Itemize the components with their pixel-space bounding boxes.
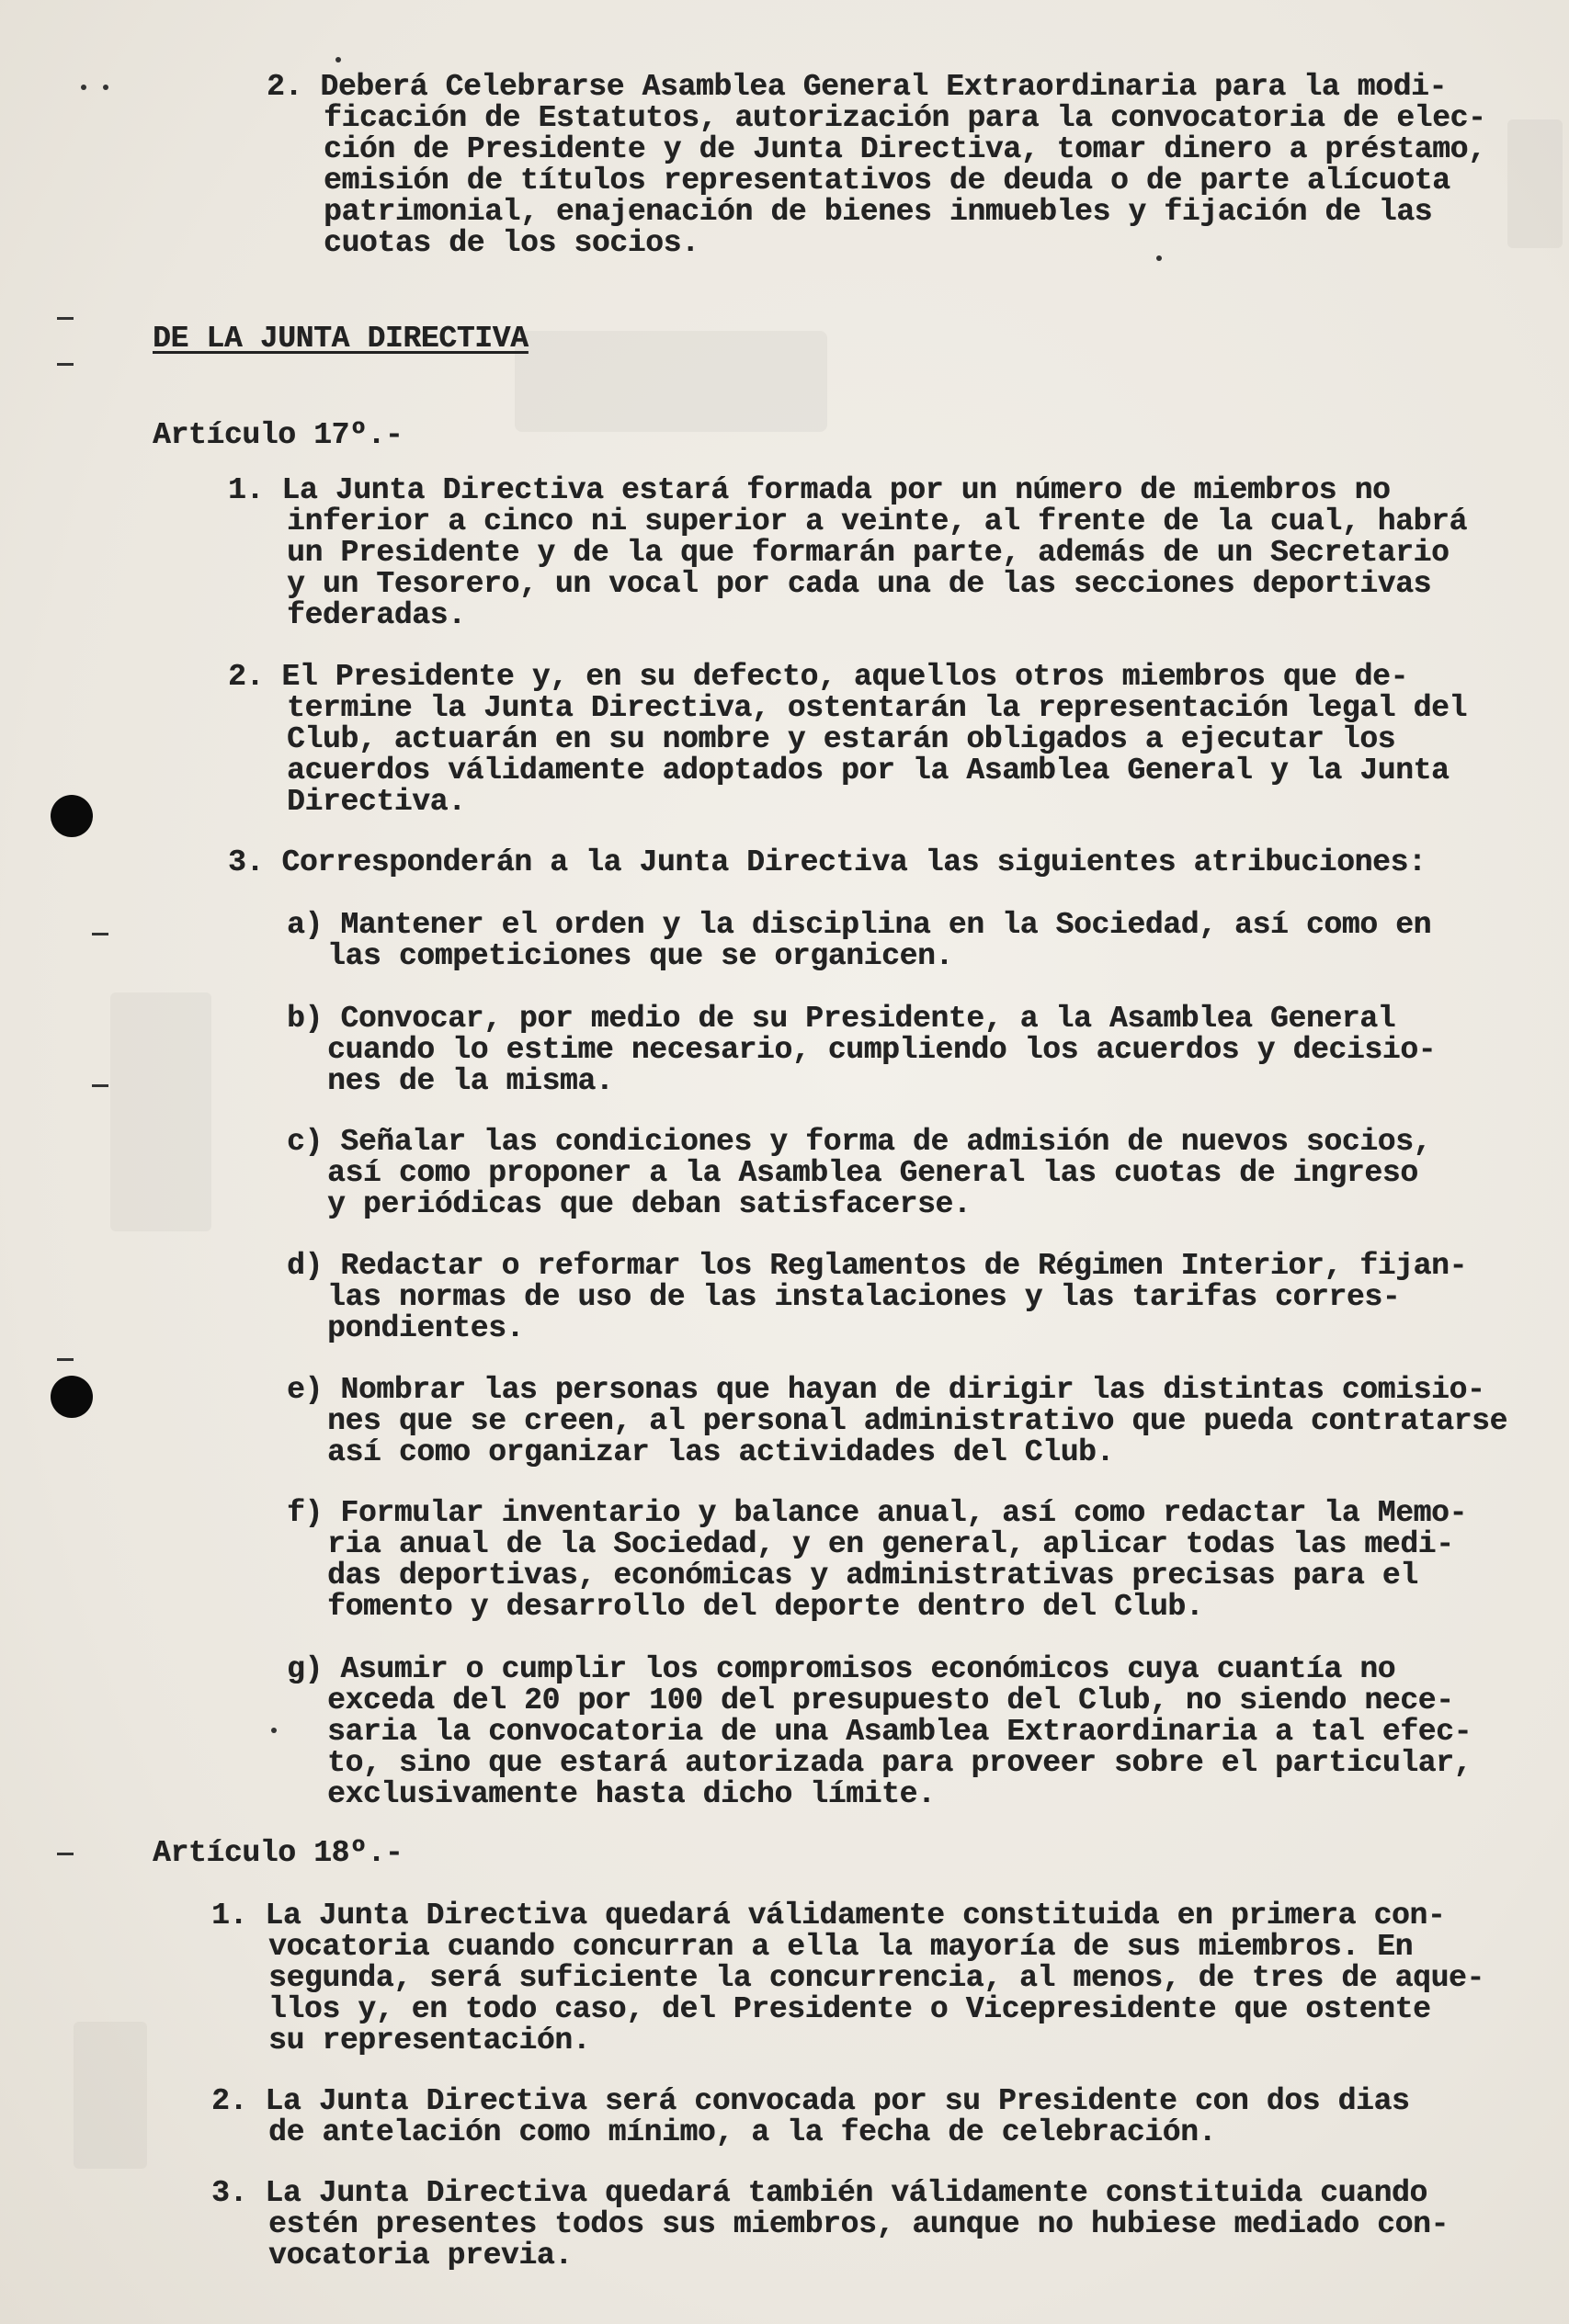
item-g-line-2: exceda del 20 por 100 del presupuesto del Club, no siendo nece-: [327, 1683, 1454, 1717]
item-b-line-3: nes de la misma.: [327, 1064, 614, 1098]
bleed-through-smudge: [515, 331, 827, 432]
margin-speck: [335, 57, 341, 62]
art17-p1-line-2: inferior a cinco ni superior a veinte, al frente de la cual, habrá: [287, 504, 1467, 538]
item-c-line-1: c) Señalar las condiciones y forma de admisión de nuevos socios,: [287, 1125, 1432, 1159]
art17-p2-line-1: 2. El Presidente y, en su defecto, aquellos otros miembros que de-: [228, 660, 1408, 694]
punch-hole: [51, 1376, 93, 1418]
art17-p1-line-4: y un Tesorero, un vocal por cada una de las secciones deportivas: [287, 567, 1432, 601]
item-e-line-2: nes que se creen, al personal administrativo que pueda contratarse: [327, 1404, 1507, 1438]
art18-p2-line-2: de antelación como mínimo, a la fecha de celebración.: [268, 2115, 1217, 2149]
art17-p2-line-4: acuerdos válidamente adoptados por la Asamblea General y la Junta: [287, 754, 1450, 788]
margin-dash: [57, 1358, 74, 1361]
art17-p1-line-5: federadas.: [287, 598, 466, 632]
punch-hole: [51, 795, 93, 837]
para-2-line-5: patrimonial, enajenación de bienes inmuebles y fijación de las: [324, 195, 1433, 229]
margin-dash: [57, 363, 74, 366]
item-c-line-3: y periódicas que deban satisfacerse.: [327, 1187, 972, 1221]
art17-p2-line-5: Directiva.: [287, 785, 466, 819]
item-g-line-1: g) Asumir o cumplir los compromisos económicos cuya cuantía no: [287, 1652, 1396, 1686]
para-2-line-1: 2. Deberá Celebrarse Asamblea General Extraordinaria para la modi-: [267, 70, 1447, 104]
item-g-line-5: exclusivamente hasta dicho límite.: [327, 1777, 936, 1811]
item-e-line-1: e) Nombrar las personas que hayan de dirigir las distintas comisio-: [287, 1373, 1485, 1407]
item-c-line-2: así como proponer a la Asamblea General las cuotas de ingreso: [327, 1156, 1418, 1190]
art18-p1-line-5: su representación.: [268, 2024, 591, 2058]
item-f-line-1: f) Formular inventario y balance anual, así como redactar la Memo-: [287, 1496, 1467, 1530]
item-f-line-4: fomento y desarrollo del deporte dentro del Club.: [327, 1590, 1204, 1624]
section-heading: DE LA JUNTA DIRECTIVA: [153, 322, 529, 356]
item-g-line-3: saria la convocatoria de una Asamblea Extraordinaria a tal efec-: [327, 1715, 1472, 1749]
item-g-line-4: to, sino que estará autorizada para proveer sobre el particular,: [327, 1746, 1472, 1780]
art18-p3-line-3: vocatoria previa.: [268, 2239, 573, 2273]
para-2-line-2: ficación de Estatutos, autorización para la convocatoria de elec-: [324, 101, 1486, 135]
para-2-line-6: cuotas de los socios.: [324, 226, 699, 260]
para-2-line-3: ción de Presidente y de Junta Directiva, tomar dinero a préstamo,: [324, 132, 1486, 166]
margin-dash: [92, 1084, 108, 1087]
art18-p2-line-1: 2. La Junta Directiva será convocada por su Presidente con dos dias: [211, 2084, 1410, 2118]
art18-p1-line-1: 1. La Junta Directiva quedará válidamente constituida en primera con-: [211, 1899, 1446, 1933]
bleed-through-smudge: [1507, 119, 1563, 248]
item-d-line-1: d) Redactar o reformar los Reglamentos de Régimen Interior, fijan-: [287, 1249, 1467, 1283]
article-18-title: Artículo 18º.-: [153, 1836, 404, 1870]
item-b-line-2: cuando lo estime necesario, cumpliendo los acuerdos y decisio-: [327, 1033, 1437, 1067]
margin-speck: [271, 1728, 277, 1733]
article-17-title: Artículo 17º.-: [153, 418, 404, 452]
margin-dash: [92, 933, 108, 935]
margin-speck: [81, 85, 86, 90]
art18-p3-line-2: estén presentes todos sus miembros, aunque no hubiese mediado con-: [268, 2207, 1449, 2241]
item-a-line-2: las competiciones que se organicen.: [327, 939, 953, 973]
item-e-line-3: así como organizar las actividades del Club.: [327, 1435, 1114, 1469]
bleed-through-smudge: [74, 2022, 147, 2169]
margin-speck: [1156, 255, 1162, 261]
art17-p3-line-1: 3. Corresponderán a la Junta Directiva las siguientes atribuciones:: [228, 845, 1427, 879]
art18-p1-line-2: vocatoria cuando concurran a ella la mayoría de sus miembros. En: [268, 1930, 1414, 1964]
art18-p1-line-4: llos y, en todo caso, del Presidente o Vicepresidente que ostente: [268, 1992, 1431, 2026]
margin-speck: [103, 85, 108, 90]
art17-p2-line-2: termine la Junta Directiva, ostentarán la representación legal del: [287, 691, 1467, 725]
item-d-line-3: pondientes.: [327, 1311, 524, 1345]
item-a-line-1: a) Mantener el orden y la disciplina en la Sociedad, así como en: [287, 908, 1432, 942]
margin-dash: [57, 317, 74, 320]
item-f-line-3: das deportivas, económicas y administrativas precisas para el: [327, 1559, 1418, 1593]
para-2-line-4: emisión de títulos representativos de deuda o de parte alícuota: [324, 164, 1450, 198]
art18-p1-line-3: segunda, será suficiente la concurrencia, al menos, de tres de aque-: [268, 1961, 1484, 1995]
bleed-through-smudge: [110, 992, 211, 1231]
art17-p2-line-3: Club, actuarán en su nombre y estarán obligados a ejecutar los: [287, 722, 1396, 756]
margin-dash: [57, 1853, 74, 1855]
item-f-line-2: ria anual de la Sociedad, y en general, aplicar todas las medi-: [327, 1527, 1454, 1561]
art18-p3-line-1: 3. La Junta Directiva quedará también válidamente constituida cuando: [211, 2176, 1427, 2210]
item-d-line-2: las normas de uso de las instalaciones y las tarifas corres-: [327, 1280, 1401, 1314]
item-b-line-1: b) Convocar, por medio de su Presidente, a la Asamblea General: [287, 1002, 1396, 1036]
art17-p1-line-1: 1. La Junta Directiva estará formada por un número de miembros no: [228, 473, 1391, 507]
art17-p1-line-3: un Presidente y de la que formarán parte, además de un Secretario: [287, 536, 1450, 570]
